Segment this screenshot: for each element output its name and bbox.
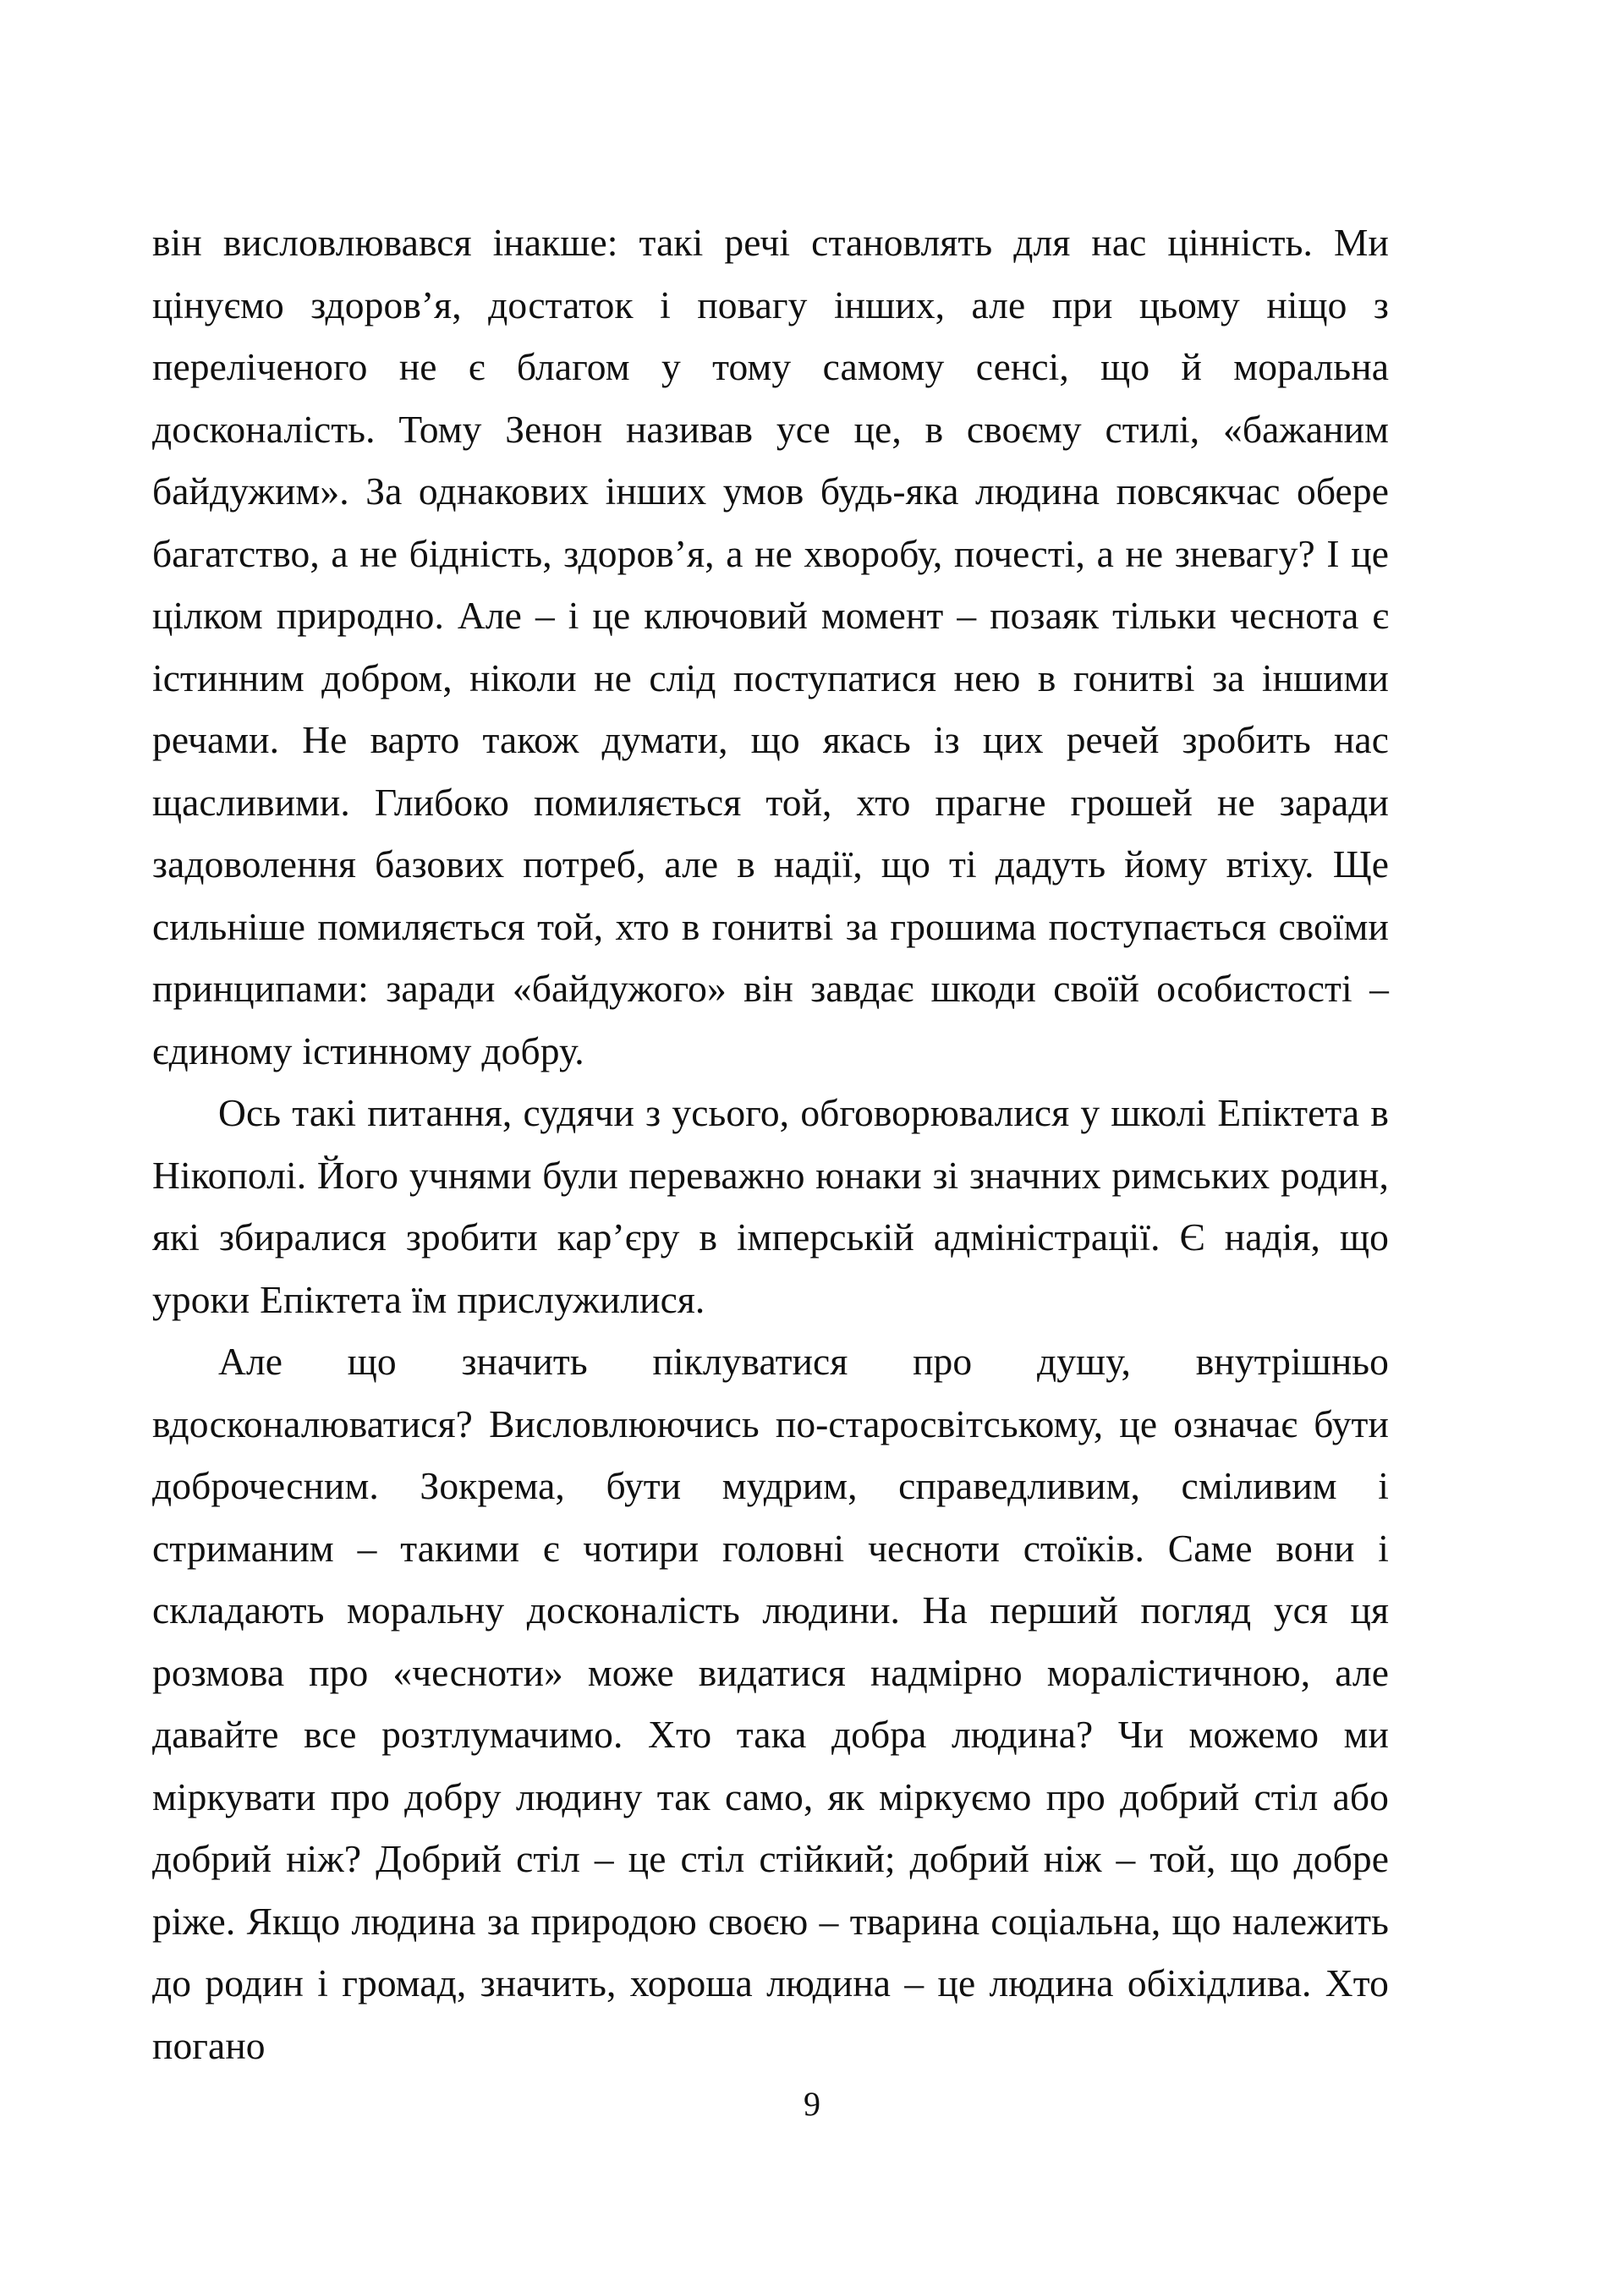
page-text-block — [152, 211, 1389, 2076]
paragraph-2: Ось такі питання, судячи з усього, обговорювалися у школі Епіктета в Нікополі. Його учнями були переважно юнаки зі значних римських родин, які збиралися зробити кар’єру в імперській адміністрації. Є надія, що уроки Епіктета їм прислужилися. — [152, 1091, 1389, 1321]
paragraph-3: Але що значить піклуватися про душу, внутрішньо вдосконалюватися? Висловлюючись по-старосвітському, це означає бути доброчесним. Зокрема, бути мудрим, справедливим, сміливим і стриманим – такими є чотири головні чесноти стоїків. Саме вони і складають моральну досконалість людини. На перший погляд уся ця розмова про «чесноти» може видатися надмірно моралістичною, але давайте все розтлумачимо. Хто така добра людина? Чи можемо ми міркувати про добру людину так само, як міркуємо про добрий стіл або добрий ніж? Добрий стіл – це стіл стійкий; добрий ніж – той, що добре ріже. Якщо людина за природою своєю – тварина соціальна, що належить до родин і громад, значить, хороша людина – це людина обіхідлива. Хто погано — [152, 1340, 1389, 2067]
page-number: 9 — [804, 2085, 820, 2123]
paragraph-1: він висловлювався інакше: такі речі становлять для нас цінність. Ми цінуємо здоров’я, достаток і повагу інших, але при цьому ніщо з переліченого не є благом у тому самому сенсі, що й моральна досконалість. Тому Зенон називав усе це, в своєму стилі, «бажаним байдужим». За однакових інших умов будь-яка людина повсякчас обере багатство, а не бідність, здоров’я, а не хворобу, почесті, а не зневагу? І це цілком природно. Але – і це ключовий момент – позаяк тільки чеснота є істинним добром, ніколи не слід поступатися нею в гонитві за іншими речами. Не варто також думати, що якась із цих речей зробить нас щасливими. Глибоко помиляється той, хто прагне грошей не заради задоволення базових потреб, але в надії, що ті дадуть йому втіху. Ще сильніше помиляється той, хто в гонитві за грошима поступається своїми принципами: заради «байдужого» він завдає шкоди своїй особистості – єдиному істинному добру. — [152, 221, 1389, 1072]
